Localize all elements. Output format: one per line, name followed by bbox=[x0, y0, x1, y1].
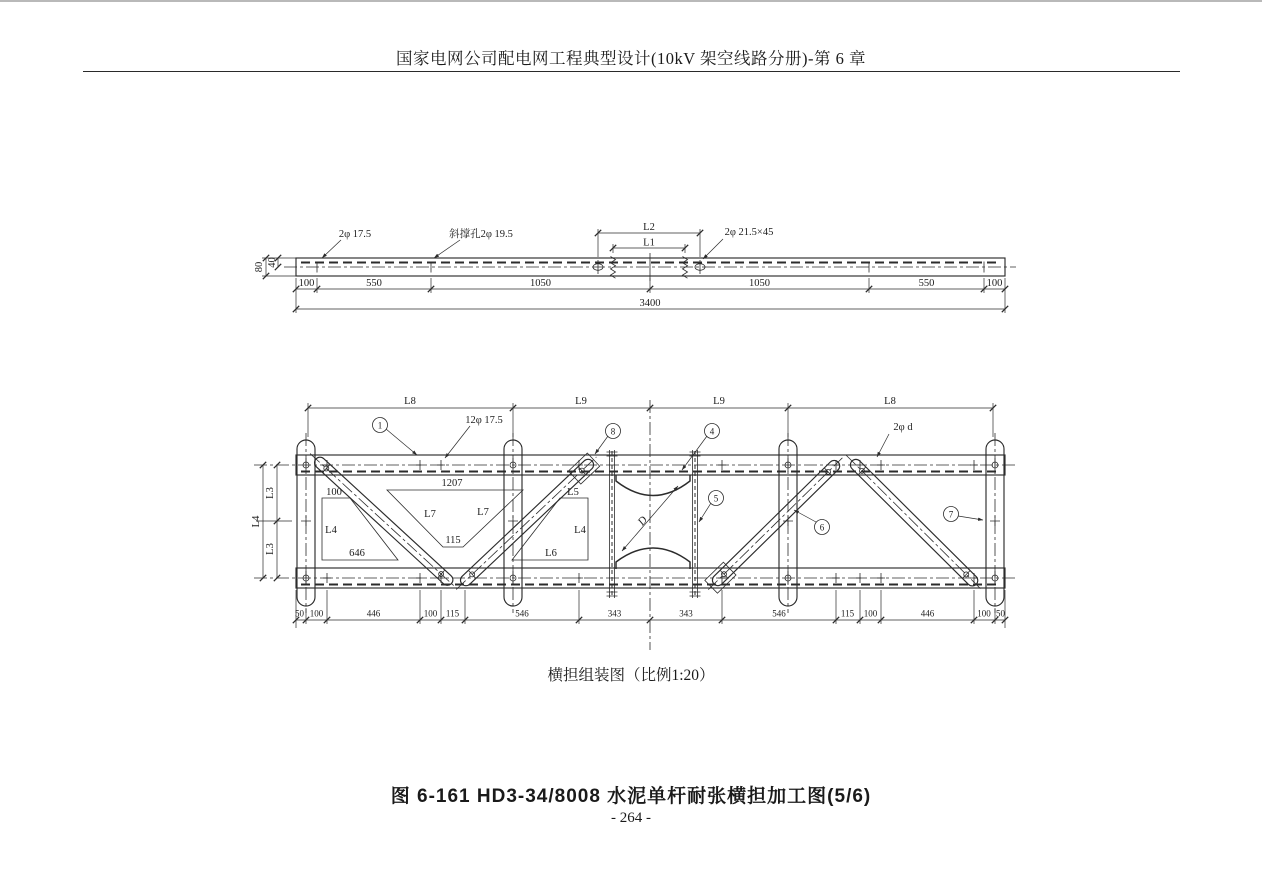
post bbox=[779, 433, 797, 613]
chord-hole-marks bbox=[323, 460, 978, 583]
part-balloon-1 bbox=[373, 418, 418, 456]
top-dim: L9 bbox=[575, 396, 587, 407]
bar-brace-holes-label: 斜撑孔2φ 19.5 bbox=[449, 229, 513, 240]
bar-dim-l1 bbox=[610, 238, 688, 254]
page-header: 国家电网公司配电网工程典型设计(10kV 架空线路分册)-第 6 章 bbox=[396, 49, 866, 68]
top-dim: L8 bbox=[404, 396, 416, 407]
inner-dim: 1207 bbox=[441, 478, 463, 489]
leader-slot-holes bbox=[703, 239, 723, 259]
bottom-dim: 50 bbox=[996, 608, 1005, 619]
bar-dim: 550 bbox=[366, 278, 382, 289]
bottom-dim: 546 bbox=[772, 608, 786, 619]
bottom-dim: 546 bbox=[515, 608, 529, 619]
dim-l1-label: L1 bbox=[643, 237, 655, 249]
bar-dim: 100 bbox=[298, 278, 315, 289]
bar-slot-holes-label: 2φ 21.5×45 bbox=[724, 227, 774, 238]
part-balloon-7 bbox=[944, 507, 984, 522]
pole-dim-label: D bbox=[635, 514, 650, 528]
bottom-dim: 343 bbox=[607, 608, 622, 619]
bottom-dim: 100 bbox=[423, 608, 438, 619]
inner-dim: L7 bbox=[477, 507, 489, 518]
post bbox=[297, 433, 315, 613]
top-dim: L9 bbox=[713, 396, 725, 407]
bottom-dim: 115 bbox=[445, 608, 460, 619]
inner-dim: L4 bbox=[574, 525, 586, 536]
leader-assembly-brace-holes bbox=[877, 434, 889, 457]
bottom-dim: 50 bbox=[295, 608, 304, 619]
bar-dim: 1050 bbox=[749, 278, 770, 289]
bar-plan-drawing bbox=[254, 222, 1016, 313]
dim-height-half-label: 40 bbox=[267, 257, 278, 268]
left-dim-l4: L4 bbox=[251, 515, 262, 528]
part-number: 5 bbox=[713, 493, 719, 504]
part-balloon-8 bbox=[595, 424, 621, 455]
pole-arc-bottom bbox=[616, 548, 690, 569]
assembly-left-dims bbox=[251, 462, 292, 581]
diagonal-brace-right-down bbox=[842, 451, 984, 592]
assembly-caption: 横担组装图（比例1:20） bbox=[547, 667, 715, 684]
part-number: 4 bbox=[709, 426, 715, 437]
dim-height-label: 80 bbox=[254, 261, 265, 273]
bar-end-holes-label: 2φ 17.5 bbox=[338, 229, 372, 240]
left-dim-l3-top: L3 bbox=[265, 487, 276, 499]
part-number: 1 bbox=[377, 420, 383, 431]
leader-end-holes bbox=[322, 240, 341, 258]
bottom-dim: 100 bbox=[863, 608, 878, 619]
assembly-brace-holes-label: 2φ d bbox=[893, 422, 913, 433]
leader-assembly-holes bbox=[445, 426, 470, 458]
bar-dim: 100 bbox=[986, 278, 1003, 289]
inner-dim: 100 bbox=[326, 487, 342, 498]
bottom-dim: 446 bbox=[920, 608, 935, 619]
inner-dim: L4 bbox=[325, 525, 337, 536]
bar-dim: 550 bbox=[918, 278, 935, 289]
part-balloon-5 bbox=[699, 491, 724, 523]
assembly-drawing bbox=[251, 396, 1016, 650]
inner-dim: 646 bbox=[349, 548, 365, 559]
diagonal-brace-right-up bbox=[702, 451, 849, 596]
figure-title: 图 6-161 HD3-34/8008 水泥单杆耐张横担加工图(5/6) bbox=[390, 786, 872, 807]
bottom-dim: 115 bbox=[840, 608, 855, 619]
bottom-dim: 100 bbox=[977, 608, 991, 619]
leader-brace-holes bbox=[434, 240, 460, 258]
page-number: - 264 - bbox=[611, 810, 651, 826]
inner-dim: L7 bbox=[424, 509, 436, 520]
left-dim-l3-bottom: L3 bbox=[265, 543, 276, 555]
assembly-holes-label: 12φ 17.5 bbox=[465, 415, 503, 426]
part-number: 8 bbox=[610, 426, 616, 437]
part-number: 7 bbox=[948, 509, 954, 520]
diagonal-brace-left-down bbox=[306, 450, 461, 593]
inner-detail-outlines bbox=[322, 478, 588, 560]
bottom-dim: 446 bbox=[366, 608, 381, 619]
bottom-dim: 100 bbox=[309, 608, 324, 619]
inner-dim: 115 bbox=[445, 535, 461, 546]
dim-l2-label: L2 bbox=[643, 222, 655, 233]
inner-dim: L5 bbox=[567, 487, 579, 498]
part-balloon-4 bbox=[682, 424, 720, 471]
bar-dim: 1050 bbox=[530, 278, 551, 289]
bar-total-label: 3400 bbox=[639, 298, 661, 309]
inner-dim: L6 bbox=[545, 548, 557, 559]
bottom-dim: 343 bbox=[679, 608, 693, 619]
post bbox=[986, 433, 1004, 613]
part-number: 6 bbox=[819, 522, 825, 533]
part-balloon-6 bbox=[794, 510, 830, 535]
pole-arc-top bbox=[616, 475, 690, 496]
top-dim: L8 bbox=[884, 396, 896, 407]
bar-dim-total bbox=[293, 298, 1008, 312]
assembly-bottom-dims bbox=[293, 590, 1008, 628]
